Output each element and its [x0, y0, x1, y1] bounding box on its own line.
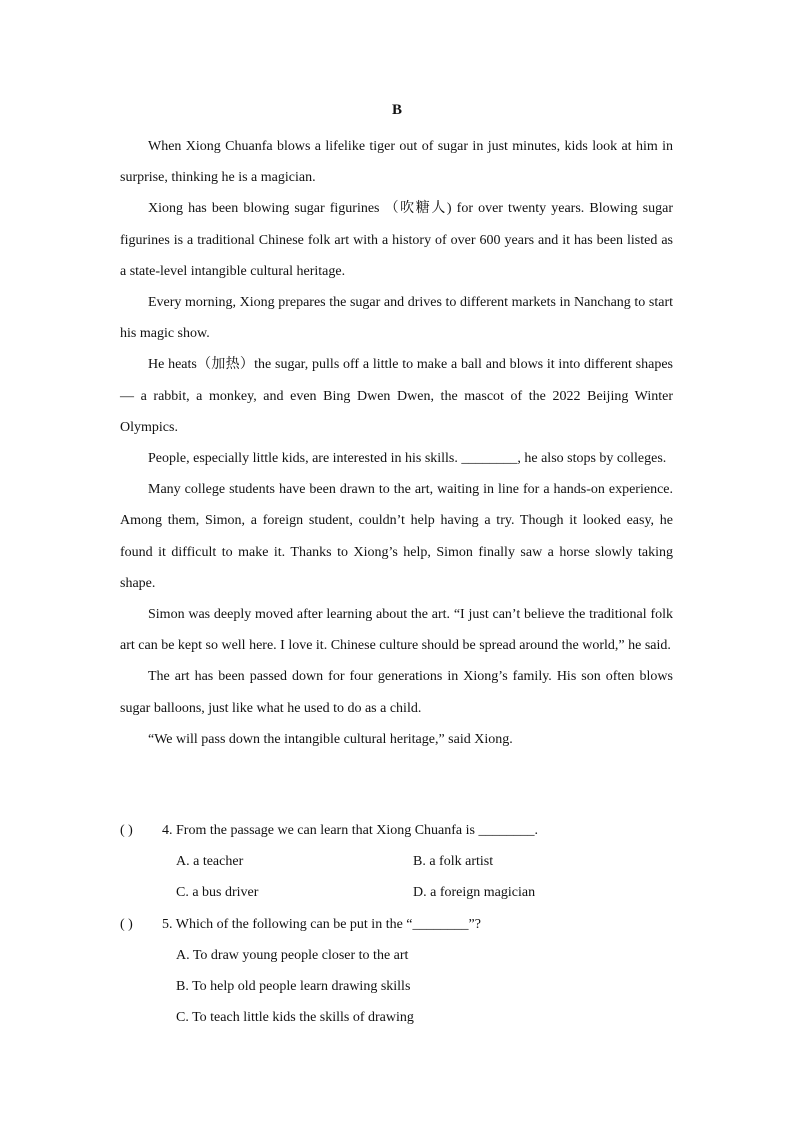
- option-d: D. a foreign magician: [413, 885, 536, 901]
- answer-blank: ( ): [120, 916, 133, 932]
- section-title: B: [391, 102, 402, 118]
- paragraph: People, especially little kids, are interested in his skills. ________, he also stops by colleges.: [148, 451, 667, 467]
- paragraph: “We will pass down the intangible cultural heritage,” said Xiong.: [148, 731, 513, 747]
- option-b: B. To help old people learn drawing skills: [176, 979, 411, 995]
- option-c: C. To teach little kids the skills of drawing: [176, 1010, 414, 1026]
- paragraph: Xiong has been blowing sugar figurines （吹糖人) for over twenty years. Blowing sugar figurines is a traditional Chinese folk art with a history of over 600 years and it has been listed as a state-level intangible cultural heritage.: [120, 201, 673, 279]
- option-c: C. a bus driver: [176, 885, 259, 901]
- paragraph: Many college students have been drawn to the art, waiting in line for a hands-on experience. Among them, Simon, a foreign student, couldn’t help having a try. Though it looked easy, he found it difficult to make it. Thanks to Xiong’s help, Simon finally saw a horse slowly taking shape.: [120, 482, 673, 591]
- paragraph: Every morning, Xiong prepares the sugar and drives to different markets in Nanchang to start his magic show.: [120, 295, 673, 342]
- question-stem: 4. From the passage we can learn that Xiong Chuanfa is ________.: [162, 823, 538, 838]
- paragraph: He heats（加热）the sugar, pulls off a little to make a ball and blows it into different shapes— a rabbit, a monkey, and even Bing Dwen Dwen, the mascot of the 2022 Beijing Winter Olympics.: [120, 357, 673, 435]
- option-a: A. To draw young people closer to the art: [176, 947, 409, 963]
- paragraph: Simon was deeply moved after learning about the art. “I just can’t believe the traditional folk art can be kept so well here. I love it. Chinese culture should be spread around the world,” he said.: [120, 607, 673, 654]
- option-row: [120, 877, 673, 908]
- question-stem: 5. Which of the following can be put in the “________”?: [162, 916, 481, 932]
- question-5: [120, 909, 673, 940]
- reading-passage: [120, 131, 673, 755]
- paragraph: When Xiong Chuanfa blows a lifelike tiger out of sugar in just minutes, kids look at him in surprise, thinking he is a magician.: [120, 139, 673, 186]
- option-a: A. a teacher: [176, 854, 244, 870]
- question-4: [120, 815, 673, 846]
- question-list: [120, 815, 673, 1033]
- option-row: [120, 846, 673, 877]
- answer-blank: ( ): [120, 823, 133, 838]
- option-b: B. a folk artist: [413, 854, 494, 870]
- paragraph: The art has been passed down for four generations in Xiong’s family. His son often blows sugar balloons, just like what he used to do as a child.: [120, 669, 673, 716]
